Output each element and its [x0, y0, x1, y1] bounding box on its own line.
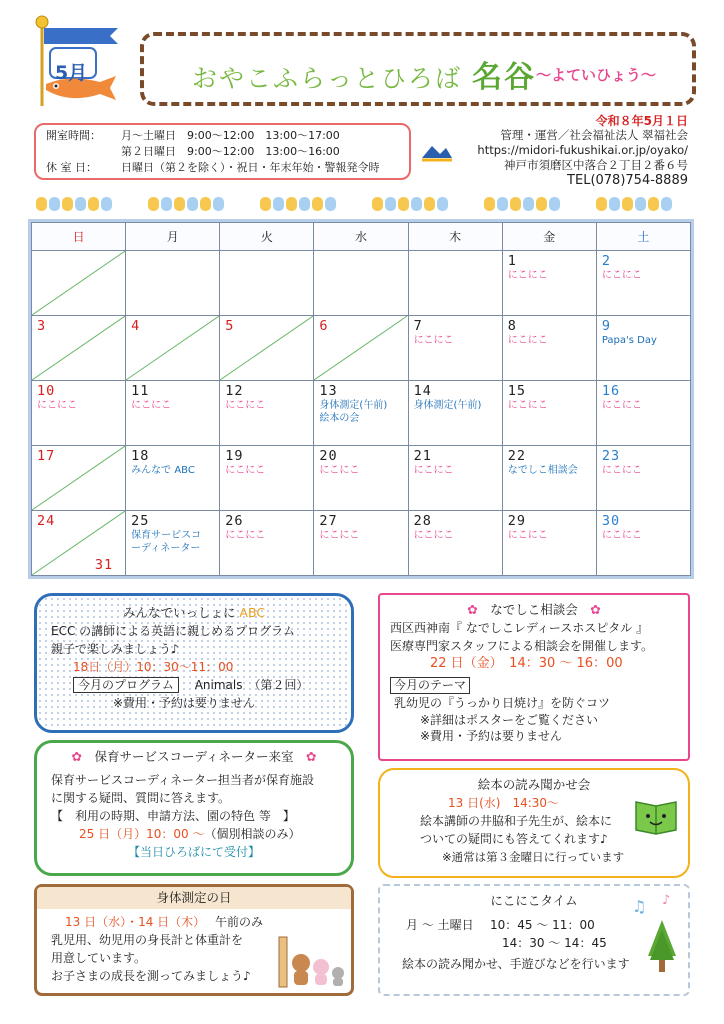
svg-text:♪: ♪: [662, 893, 671, 908]
tree-and-music-notes-icon: [626, 890, 682, 976]
day-number: 23: [601, 448, 621, 464]
ehon-description: ついての疑問にも答えてくれます♪: [420, 832, 608, 846]
day-number: 9: [601, 318, 611, 334]
day-event: にこにこ: [413, 530, 454, 541]
calendar-week-row: [32, 251, 691, 316]
hours-row: 第２日曜日 9:00～12:00 13:00～16:00: [121, 145, 340, 158]
day-number: 18: [131, 448, 150, 464]
abc-date: 18日（月）10：30～11：00: [73, 660, 234, 674]
day-number: 21: [413, 448, 432, 464]
day-event: にこにこ: [507, 400, 548, 411]
day-number: 22: [507, 448, 526, 464]
picture-book-reading-box: [378, 768, 690, 878]
calendar-day-cell: [408, 446, 502, 511]
day-number: 16: [601, 383, 621, 399]
coordinator-topics: 【 利用の時期、申請方法、園の特色 等 】: [51, 809, 295, 823]
coordinator-reception: 【当日ひろばにて受付】: [127, 845, 260, 859]
calendar-week-row: [32, 446, 691, 511]
niconico-schedule: 月 ～ 土曜日 10：45 ～ 11：00: [406, 918, 595, 932]
nadeshiko-note: ※詳細はポスターをご覧ください: [420, 713, 599, 727]
weekday-header: 月: [126, 223, 220, 251]
closed-day-slash: [220, 316, 313, 380]
weekday-header: 木: [408, 223, 502, 251]
abc-title: みんなでいっしょに ABC: [122, 605, 266, 620]
calendar-day-cell: [32, 381, 126, 446]
nadeshiko-description: 医療専門家スタッフによる相談会を開催します。: [390, 639, 654, 653]
month-label: 5月: [55, 62, 88, 84]
niconico-time-box: [378, 884, 690, 996]
weekday-header: 土: [596, 223, 690, 251]
day-number: 27: [319, 513, 338, 529]
ehon-date: 13 日(水) 14:30～: [448, 796, 560, 810]
decorative-dot: [88, 197, 99, 211]
day-event: 身体測定(午前): [413, 400, 482, 411]
day-number: 31: [94, 557, 114, 573]
flower-icon: ✿: [467, 602, 478, 617]
nadeshiko-theme-label: 今月のテーマ: [390, 676, 678, 694]
day-number: 29: [507, 513, 526, 529]
closed-day-slash: [314, 316, 407, 380]
sokutei-description: お子さまの成長を測ってみましょう♪: [51, 969, 251, 983]
closed-day-slash: [32, 316, 125, 380]
decorative-dot: [549, 197, 560, 211]
day-event: みんなで ABC: [131, 465, 195, 476]
day-number: 14: [413, 383, 432, 399]
calendar-day-cell: [32, 316, 126, 381]
calendar-week-row: [32, 316, 691, 381]
calendar-day-cell: [314, 316, 408, 381]
calendar-day-cell: [596, 511, 690, 576]
decorative-dot: [437, 197, 448, 211]
calendar-day-cell: [126, 446, 220, 511]
nadeshiko-description: 西区西神南『 なでしこレディースホスピタル 』: [390, 621, 649, 635]
calendar-table: [31, 222, 691, 576]
calendar-week-row: [32, 511, 691, 576]
org-url[interactable]: https://midori-fukushikai.or.jp/oyako/: [477, 143, 688, 157]
decorative-dot-row: [32, 196, 692, 212]
issue-date: 令和８年5月１日: [595, 114, 688, 128]
niconico-title: にこにこタイム: [490, 893, 578, 908]
day-number: 10: [37, 383, 56, 399]
day-number: 7: [413, 318, 423, 334]
decorative-dot: [101, 197, 112, 211]
weekday-header: 水: [314, 223, 408, 251]
decorative-dot: [411, 197, 422, 211]
day-event: 身体測定(午前): [319, 400, 388, 411]
decorative-dot: [372, 197, 383, 211]
decorative-dot: [49, 197, 60, 211]
ehon-description: 絵本講師の井脇和子先生が、絵本に: [420, 814, 613, 828]
decorative-dot: [661, 197, 672, 211]
calendar-day-cell: [408, 511, 502, 576]
day-number: 3: [37, 318, 47, 334]
calendar-day-cell: [32, 251, 126, 316]
calendar-day-cell: [314, 381, 408, 446]
day-event: Papa's Day: [601, 335, 657, 346]
decorative-dot: [536, 197, 547, 211]
calendar-day-cell: [126, 381, 220, 446]
decorative-dot: [635, 197, 646, 211]
decorative-dot: [385, 197, 396, 211]
day-event: にこにこ: [319, 465, 360, 476]
org-management: 管理・運営／社会福祉法人 翠福社会: [500, 128, 688, 142]
opening-hours-box: [34, 123, 411, 180]
abc-program: 今月のプログラム Animals （第２回）: [51, 676, 337, 694]
niconico-time: 14：30 ～ 14：45: [502, 936, 607, 950]
calendar-day-cell: [126, 511, 220, 576]
calendar-day-cell: [32, 446, 126, 511]
decorative-dot: [312, 197, 323, 211]
calendar-day-cell: [596, 316, 690, 381]
decorative-dot: [424, 197, 435, 211]
niconico-description: 絵本の読み聞かせ、手遊びなどを行います: [402, 957, 630, 971]
day-number: 11: [131, 383, 150, 399]
hours-row: 休 室 日： 日曜日（第２を除く）・祝日・年末年始・警報発令時: [46, 161, 380, 174]
calendar-day-cell: [502, 381, 596, 446]
day-number: 30: [601, 513, 621, 529]
decorative-dot: [622, 197, 633, 211]
sokutei-description: 用意しています。: [51, 951, 147, 965]
page-subtitle: ～よていひょう～: [536, 66, 657, 84]
day-event: 絵本の会: [319, 413, 360, 424]
flower-icon: ✿: [306, 749, 317, 764]
organization-logo-icon: [420, 140, 454, 164]
day-event: にこにこ: [225, 530, 266, 541]
day-event: にこにこ: [413, 335, 454, 346]
sokutei-description: 乳児用、幼児用の身長計と体重計を: [51, 933, 244, 947]
calendar-day-cell: [126, 316, 220, 381]
day-event: にこにこ: [601, 400, 642, 411]
ehon-title: 絵本の読み聞かせ会: [477, 777, 591, 792]
day-number: 13: [319, 383, 338, 399]
calendar: [28, 219, 694, 579]
ehon-note: ※通常は第３金曜日に行っています: [442, 850, 625, 864]
day-event: にこにこ: [131, 400, 172, 411]
calendar-day-cell: [408, 251, 502, 316]
abc-program-box: [34, 593, 354, 733]
calendar-day-cell: [220, 381, 314, 446]
calendar-day-cell: [220, 251, 314, 316]
day-event: にこにこ: [413, 465, 454, 476]
hours-row: 開室時間： 月～土曜日 9:00～12:00 13:00～17:00: [46, 129, 340, 142]
day-number: 2: [601, 253, 611, 269]
day-number: 20: [319, 448, 338, 464]
calendar-day-cell: [314, 251, 408, 316]
flower-icon: ✿: [590, 602, 601, 617]
calendar-day-cell: [408, 381, 502, 446]
flower-icon: ✿: [71, 749, 82, 764]
decorative-dot: [325, 197, 336, 211]
calendar-day-cell: [596, 446, 690, 511]
coordinator-visit-box: [34, 740, 354, 876]
day-event: にこにこ: [319, 530, 360, 541]
day-event: にこにこ: [225, 400, 266, 411]
day-event: 保育サービスコ: [131, 530, 202, 541]
abc-description: 親子で楽しみましょう♪: [51, 642, 179, 656]
calendar-day-cell: [220, 316, 314, 381]
closed-day-slash: [32, 446, 125, 510]
calendar-day-cell: [502, 251, 596, 316]
calendar-day-cell: [314, 511, 408, 576]
abc-description: ECC の講師による英語に親しめるプログラム: [51, 624, 296, 638]
decorative-dot: [174, 197, 185, 211]
decorative-dot: [510, 197, 521, 211]
abc-note: ※費用・予約は要りません: [113, 696, 256, 710]
weekday-header-row: [32, 223, 691, 251]
calendar-day-cell: [220, 511, 314, 576]
day-number: 19: [225, 448, 244, 464]
decorative-dot: [260, 197, 271, 211]
title-banner: [140, 32, 696, 106]
day-number: 15: [507, 383, 526, 399]
day-number: 26: [225, 513, 244, 529]
decorative-dot: [213, 197, 224, 211]
decorative-dot: [398, 197, 409, 211]
decorative-dot: [299, 197, 310, 211]
calendar-day-cell: [32, 511, 126, 576]
smiling-book-icon: [632, 794, 680, 838]
coordinator-description: 保育サービスコーディネーター担当者が保育施設: [51, 773, 315, 787]
decorative-dot: [161, 197, 172, 211]
calendar-day-cell: [596, 381, 690, 446]
decorative-dot: [609, 197, 620, 211]
day-number: 6: [319, 318, 329, 334]
coordinator-date: 25 日（月）10：00 ～（個別相談のみ）: [79, 827, 301, 841]
decorative-dot: [596, 197, 607, 211]
calendar-week-row: [32, 381, 691, 446]
decorative-dot: [286, 197, 297, 211]
decorative-dot: [200, 197, 211, 211]
calendar-day-cell: [502, 511, 596, 576]
decorative-dot: [75, 197, 86, 211]
sokutei-title: 身体測定の日: [37, 887, 351, 909]
calendar-day-cell: [126, 251, 220, 316]
calendar-day-cell: [314, 446, 408, 511]
day-number: 4: [131, 318, 141, 334]
decorative-dot: [497, 197, 508, 211]
decorative-dot: [148, 197, 159, 211]
org-tel: TEL(078)754-8889: [567, 173, 688, 188]
calendar-day-cell: [502, 446, 596, 511]
calendar-day-cell: [220, 446, 314, 511]
day-event: にこにこ: [507, 335, 548, 346]
day-event: にこにこ: [37, 400, 77, 411]
calendar-day-cell: [596, 251, 690, 316]
decorative-dot: [523, 197, 534, 211]
day-event: にこにこ: [507, 530, 548, 541]
day-number: 17: [37, 448, 56, 464]
decorative-dot: [36, 197, 47, 211]
animals-height-chart-icon: [275, 933, 349, 989]
day-event: にこにこ: [225, 465, 266, 476]
day-event: ーディネーター: [131, 543, 201, 554]
closed-day-slash: [126, 316, 219, 380]
org-address: 神戸市須磨区中落合２丁目２番６号: [504, 158, 688, 172]
nadeshiko-theme: 乳幼児の『うっかり日焼け』を防ぐコツ: [394, 696, 611, 710]
day-event: にこにこ: [601, 465, 642, 476]
weekday-header: 金: [502, 223, 596, 251]
coordinator-title: ✿ 保育サービスコーディネーター来室 ✿: [71, 749, 317, 764]
day-number: 12: [225, 383, 244, 399]
title-place: 名谷: [471, 60, 536, 95]
day-event: にこにこ: [601, 270, 642, 281]
day-event: にこにこ: [601, 530, 642, 541]
sokutei-date: 13 日（水）・14 日（木） 午前のみ: [65, 915, 264, 929]
decorative-dot: [62, 197, 73, 211]
decorative-dot: [484, 197, 495, 211]
calendar-day-cell: [408, 316, 502, 381]
weekday-header: 火: [220, 223, 314, 251]
calendar-day-cell: [502, 316, 596, 381]
coordinator-description: に関する疑問、質問に答えます。: [51, 791, 231, 805]
nadeshiko-date: 22 日（金） 14：30 ～ 16：00: [430, 656, 623, 671]
body-measurement-box: [34, 884, 354, 996]
day-number: 5: [225, 318, 235, 334]
decorative-dot: [648, 197, 659, 211]
organization-info: [477, 128, 688, 188]
page-title: おやこふらっとひろば 名谷: [192, 60, 536, 95]
decorative-dot: [187, 197, 198, 211]
day-event: にこにこ: [507, 270, 548, 281]
day-number: 8: [507, 318, 517, 334]
day-number: 25: [131, 513, 150, 529]
day-number: 24: [37, 513, 56, 529]
weekday-header: 日: [32, 223, 126, 251]
decorative-dot: [273, 197, 284, 211]
nadeshiko-title: ✿ なでしこ相談会 ✿: [467, 602, 601, 617]
day-event: なでしこ相談会: [507, 465, 578, 476]
nadeshiko-consultation-box: [378, 593, 690, 761]
svg-text:♫: ♫: [632, 897, 647, 916]
day-number: 1: [507, 253, 517, 269]
closed-day-slash: [32, 251, 125, 315]
day-number: 28: [413, 513, 432, 529]
nadeshiko-note: ※費用・予約は要りません: [420, 729, 563, 743]
